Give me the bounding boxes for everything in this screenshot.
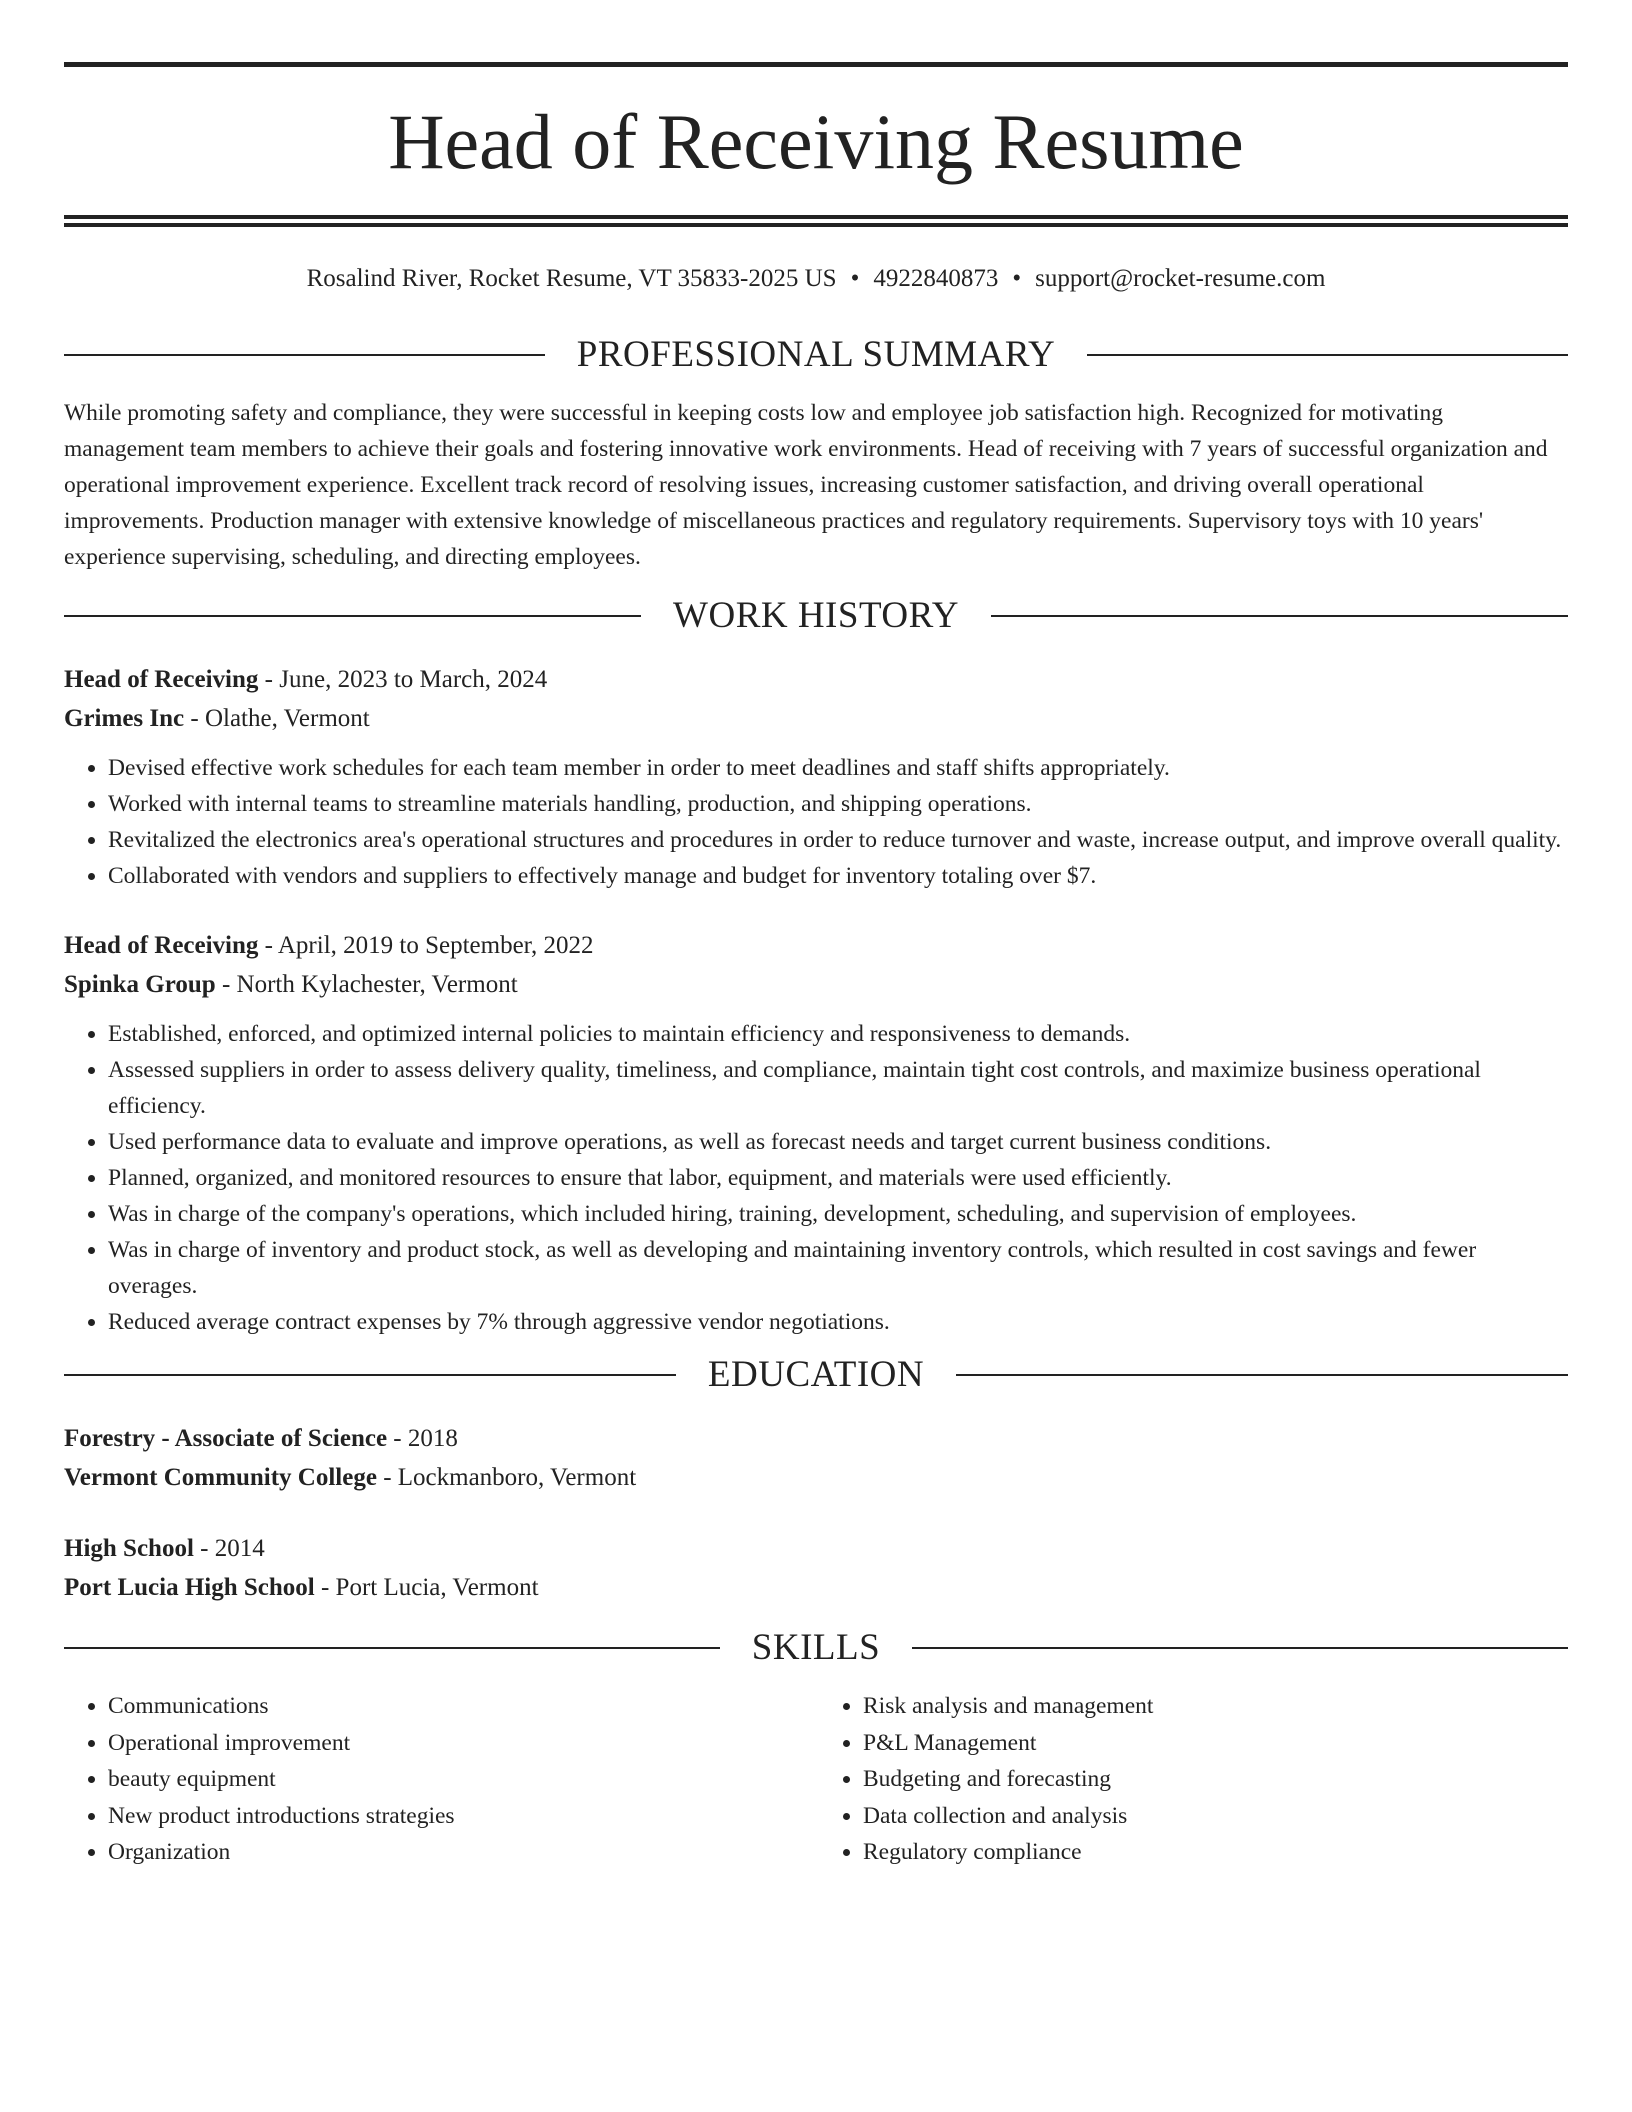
job-title: Head of Receiving (64, 666, 259, 693)
job-company-line (64, 965, 1568, 1004)
section-rule (64, 1647, 720, 1649)
job-entry (64, 660, 1568, 894)
job-bullets (64, 1016, 1568, 1340)
section-header-summary (64, 336, 1568, 373)
list-item: • Established, enforced, and optimized internal policies to maintain efficiency and responsiveness to demands. (108, 1016, 1568, 1052)
list-item: • New product introductions strategies (108, 1798, 813, 1835)
title-double-rule (64, 215, 1568, 227)
section-rule (64, 354, 545, 356)
contact-line (64, 264, 1568, 294)
education-location: - Lockmanboro, Vermont (376, 1464, 637, 1491)
education-school: Vermont Community College (64, 1464, 377, 1491)
section-rule (64, 615, 641, 617)
contact-email: support@rocket-resume.com (1035, 265, 1326, 292)
job-location: - Olathe, Vermont (184, 705, 370, 732)
skills-list-left (64, 1688, 813, 1871)
skills-columns (64, 1688, 1568, 1871)
education-school-line (64, 1458, 1568, 1497)
list-item: • Planned, organized, and monitored resources to ensure that labor, equipment, and materials were used efficiently. (108, 1160, 1568, 1196)
section-rule (991, 615, 1568, 617)
education-degree-line (64, 1529, 1568, 1568)
list-item: • Collaborated with vendors and suppliers to effectively manage and budget for inventory totaling over $7. (108, 858, 1568, 894)
education-degree: High School (64, 1535, 194, 1562)
section-rule (956, 1374, 1568, 1376)
list-item: • Worked with internal teams to streamline materials handling, production, and shipping operations. (108, 786, 1568, 822)
list-item: • Was in charge of the company's operations, which included hiring, training, development, scheduling, and supervision of employees. (108, 1196, 1568, 1232)
list-item: • Risk analysis and management (863, 1688, 1568, 1725)
section-header-skills (64, 1629, 1568, 1666)
job-company: Grimes Inc (64, 705, 185, 732)
list-item: • beauty equipment (108, 1761, 813, 1798)
skills-list-right (813, 1688, 1568, 1871)
job-entry (64, 926, 1568, 1340)
contact-phone: 4922840873 (873, 265, 999, 292)
job-location: - North Kylachester, Vermont (215, 971, 518, 998)
section-title-education: EDUCATION (707, 1354, 925, 1395)
section-header-work (64, 597, 1568, 634)
section-rule (64, 1374, 676, 1376)
education-school-line (64, 1568, 1568, 1607)
education-degree-line (64, 1419, 1568, 1458)
list-item: • P&L Management (863, 1725, 1568, 1762)
contact-address: Rosalind River, Rocket Resume, VT 35833-2025 US (306, 265, 837, 292)
section-title-summary: PROFESSIONAL SUMMARY (576, 334, 1056, 375)
education-year: - 2018 (387, 1425, 458, 1452)
job-dates: - April, 2019 to September, 2022 (258, 932, 594, 959)
section-title-work: WORK HISTORY (673, 595, 959, 636)
section-title-skills: SKILLS (751, 1627, 881, 1668)
list-item: • Communications (108, 1688, 813, 1725)
list-item: • Operational improvement (108, 1725, 813, 1762)
list-item: • Reduced average contract expenses by 7% through aggressive vendor negotiations. (108, 1304, 1568, 1340)
list-item: • Regulatory compliance (863, 1834, 1568, 1871)
section-rule (1087, 354, 1568, 356)
list-item: • Was in charge of inventory and product stock, as well as developing and maintaining inventory controls, which resulted in cost savings and fewer overages. (108, 1232, 1568, 1304)
contact-separator: • (850, 265, 860, 292)
list-item: • Assessed suppliers in order to assess delivery quality, timeliness, and compliance, maintain tight cost controls, and maximize business operational efficiency. (108, 1052, 1568, 1124)
job-title: Head of Receiving (64, 932, 259, 959)
list-item: • Used performance data to evaluate and improve operations, as well as forecast needs and target current business conditions. (108, 1124, 1568, 1160)
education-location: - Port Lucia, Vermont (314, 1574, 539, 1601)
education-entry (64, 1419, 1568, 1497)
contact-separator: • (1012, 265, 1022, 292)
list-item: • Data collection and analysis (863, 1798, 1568, 1835)
education-year: - 2014 (193, 1535, 265, 1562)
summary-text: While promoting safety and compliance, they were successful in keeping costs low and employee job satisfaction high. Recognized for motivating management team members to achieve their goals and fostering innovative work environments. Head of receiving with 7 years of successful organization and operational improvement experience. Excellent track record of resolving issues, increasing customer satisfaction, and driving overall operational improvements. Production manager with extensive knowledge of miscellaneous practices and regulatory requirements. Supervisory toys with 10 years' experience supervising, scheduling, and directing employees. (64, 400, 1548, 570)
job-dates: - June, 2023 to March, 2024 (258, 666, 548, 693)
section-rule (912, 1647, 1568, 1649)
education-degree: Forestry - Associate of Science (64, 1425, 388, 1452)
job-company-line (64, 699, 1568, 738)
page-title: Head of Receiving Resume (388, 98, 1244, 185)
list-item: • Organization (108, 1834, 813, 1871)
job-title-line (64, 926, 1568, 965)
job-title-line (64, 660, 1568, 699)
top-rule (64, 62, 1568, 67)
list-item: • Budgeting and forecasting (863, 1761, 1568, 1798)
list-item: • Revitalized the electronics area's operational structures and procedures in order to reduce turnover and waste, increase output, and improve overall quality. (108, 822, 1568, 858)
job-bullets (64, 750, 1568, 894)
list-item: • Devised effective work schedules for each team member in order to meet deadlines and staff shifts appropriately. (108, 750, 1568, 786)
education-entry (64, 1529, 1568, 1607)
education-school: Port Lucia High School (64, 1574, 315, 1601)
job-company: Spinka Group (64, 971, 216, 998)
section-header-education (64, 1356, 1568, 1393)
